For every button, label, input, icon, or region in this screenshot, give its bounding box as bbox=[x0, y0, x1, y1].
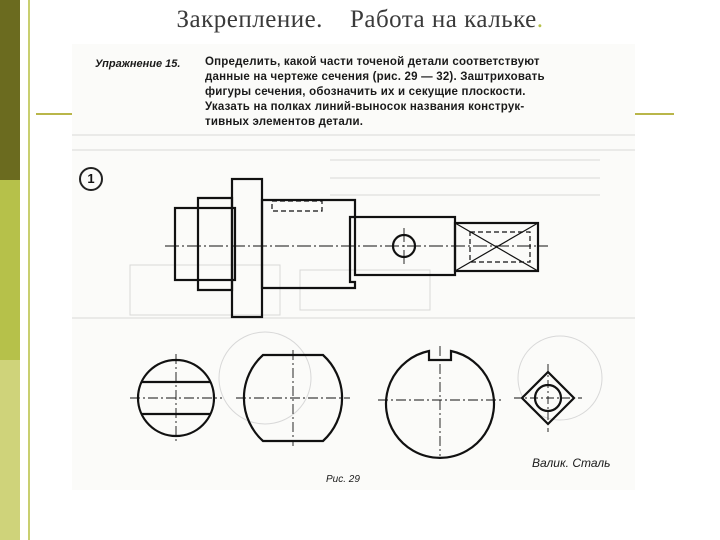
exercise-line: фигуры сечения, обозначить их и секущие плоскости. bbox=[205, 86, 526, 98]
shaft-step-2 bbox=[198, 198, 232, 290]
exercise-label: Упражнение 15. bbox=[95, 58, 181, 70]
decor-vertical-line bbox=[28, 0, 30, 540]
slide-title-dot: . bbox=[536, 6, 544, 33]
shaft-view bbox=[175, 179, 538, 317]
exercise-line: Указать на полках линий-выносок названия конструк- bbox=[205, 101, 525, 113]
keyway-hidden bbox=[272, 201, 322, 211]
center-lines bbox=[165, 228, 548, 266]
figure-caption: Рис. 29 bbox=[326, 474, 360, 485]
exercise-line: Определить, какой части точеной детали соответствуют bbox=[205, 56, 540, 68]
decor-bar-middle bbox=[0, 180, 20, 360]
technical-drawing bbox=[72, 44, 635, 490]
show-through-lines bbox=[72, 135, 635, 424]
slide-title-left: Закрепление. bbox=[176, 6, 323, 33]
shaft-collar bbox=[232, 179, 262, 317]
exercise-line: тивных элементов детали. bbox=[205, 116, 364, 128]
exercise-line: данные на чертеже сечения (рис. 29 — 32). Заштриховать bbox=[205, 71, 545, 83]
shaft-middle bbox=[262, 200, 355, 288]
part-label: Валик. Сталь bbox=[532, 456, 611, 470]
decor-bar-bottom bbox=[0, 360, 20, 540]
slide-title-right: Работа на кальке bbox=[349, 6, 537, 33]
figure-number: 1 bbox=[79, 167, 103, 191]
slide-title bbox=[0, 6, 720, 34]
shaft-left-step bbox=[175, 208, 235, 280]
